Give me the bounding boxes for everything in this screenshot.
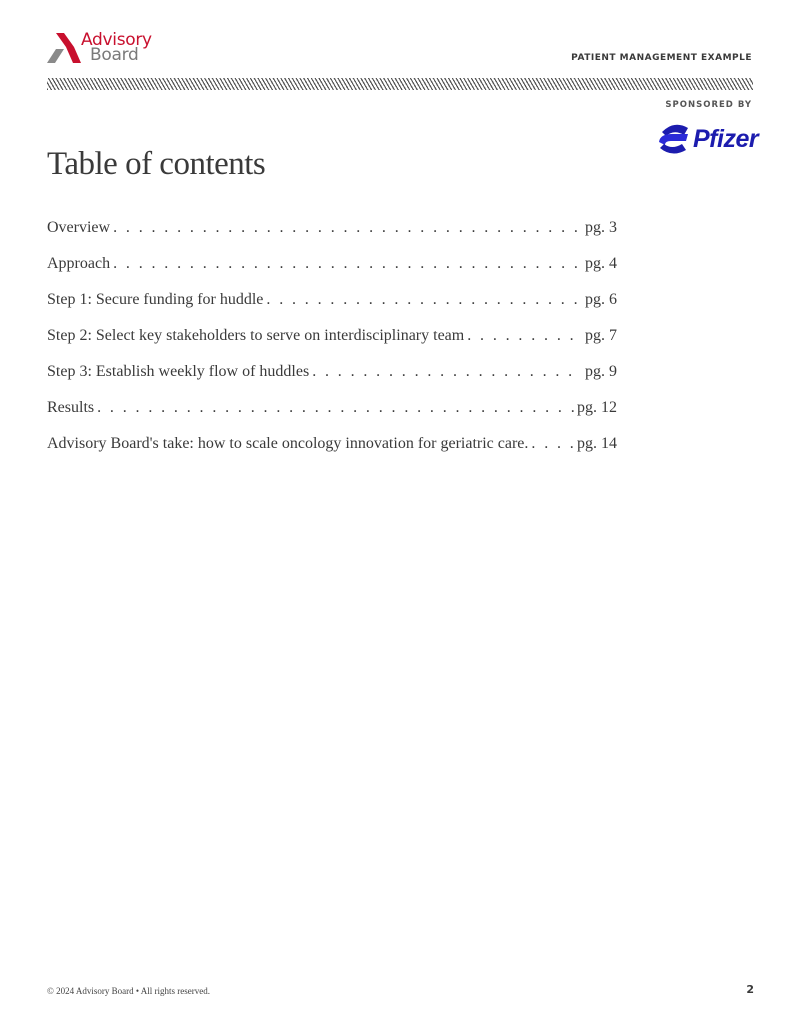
- hatched-divider: [47, 78, 753, 90]
- toc-entry-page: pg. 3: [585, 219, 617, 236]
- toc-entry[interactable]: [47, 219, 617, 255]
- toc-dot-leader: [467, 327, 582, 345]
- toc-entry-title: Results: [47, 399, 95, 416]
- toc-entry-page: pg. 7: [585, 327, 617, 344]
- toc-entry-title: Approach: [47, 255, 111, 272]
- toc-entry-page: pg. 4: [585, 255, 617, 272]
- toc-entry-page: pg. 6: [585, 291, 617, 308]
- toc-entry[interactable]: [47, 363, 617, 399]
- toc-entry-title: Step 3: Establish weekly flow of huddles: [47, 363, 310, 380]
- toc-entry-title: Step 2: Select key stakeholders to serve on interdisciplinary team: [47, 327, 465, 344]
- sponsor-logo: [656, 120, 759, 162]
- sponsor-name: Pfizer: [693, 125, 759, 153]
- document-type-label: PATIENT MANAGEMENT EXAMPLE: [571, 53, 752, 63]
- advisory-board-logo: [47, 32, 159, 64]
- toc-dot-leader: [113, 219, 582, 237]
- toc-dot-leader: [312, 363, 582, 381]
- toc-entry[interactable]: [47, 399, 617, 435]
- page-title: Table of contents: [47, 146, 266, 182]
- footer-copyright: © 2024 Advisory Board • All rights reserved.: [47, 986, 210, 996]
- toc-entry-page: pg. 12: [577, 399, 617, 416]
- advisory-board-logo-mark-icon: [47, 33, 81, 63]
- toc-dot-leader: [113, 255, 582, 273]
- toc-entry[interactable]: [47, 435, 617, 471]
- logo-word-board: Board: [90, 45, 139, 65]
- toc-entry-title: Advisory Board's take: how to scale oncology innovation for geriatric care.: [47, 435, 529, 452]
- sponsored-by-label: SPONSORED BY: [665, 100, 752, 110]
- logo-word-advisory: Advisory: [81, 30, 152, 50]
- toc-entry[interactable]: [47, 291, 617, 327]
- toc-dot-leader: [531, 435, 574, 453]
- toc-dot-leader: [97, 399, 574, 417]
- toc-entry-page: pg. 14: [577, 435, 617, 452]
- page-number: 2: [746, 983, 754, 996]
- table-of-contents: [47, 219, 617, 471]
- toc-entry-title: Step 1: Secure funding for huddle: [47, 291, 264, 308]
- toc-entry-title: Overview: [47, 219, 111, 236]
- sponsor-logo-mark-icon: [656, 120, 692, 160]
- toc-entry-page: pg. 9: [585, 363, 617, 380]
- toc-dot-leader: [266, 291, 582, 309]
- toc-entry[interactable]: [47, 327, 617, 363]
- toc-entry[interactable]: [47, 255, 617, 291]
